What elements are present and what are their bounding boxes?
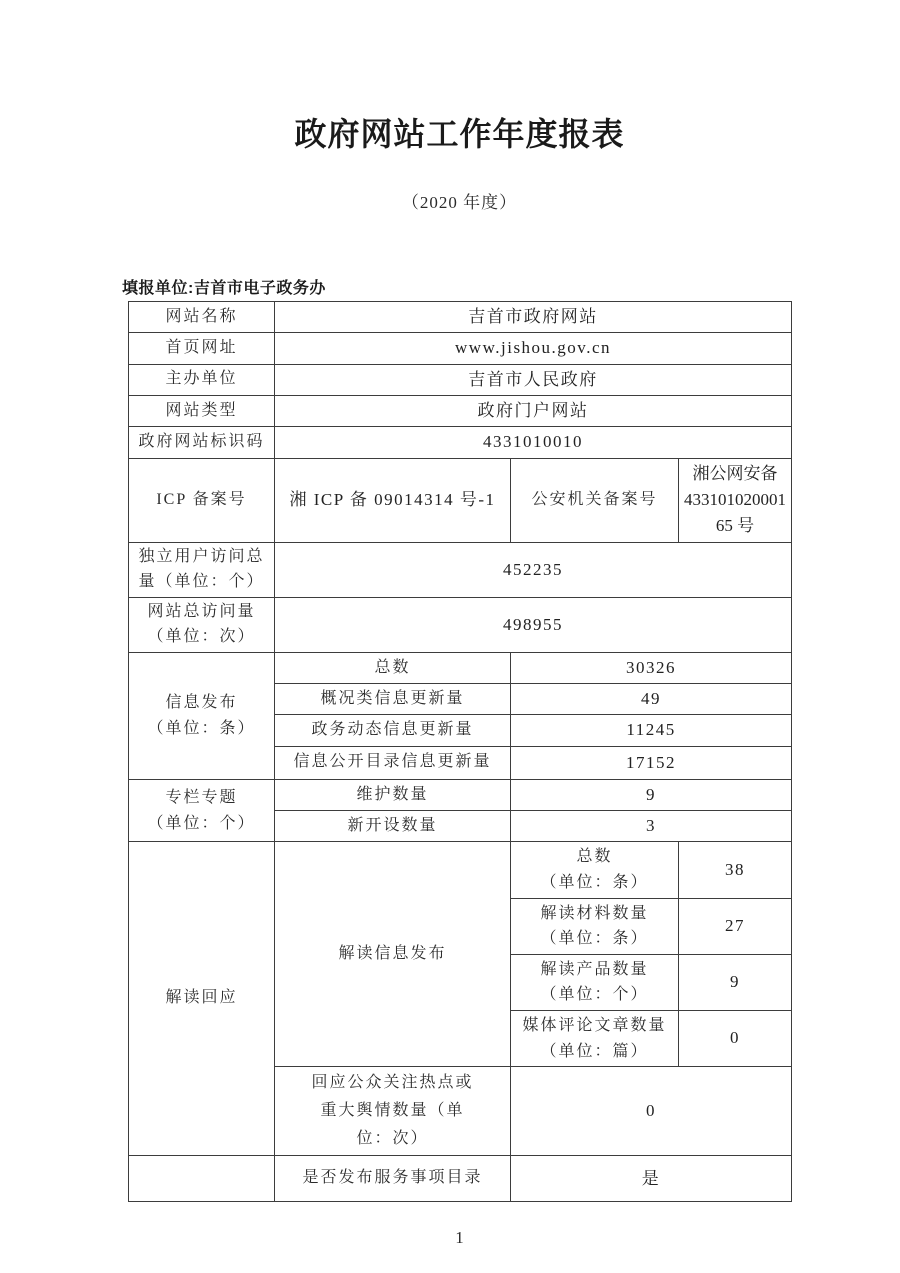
row-service-directory	[129, 1156, 792, 1202]
row-interp-total	[129, 842, 792, 898]
total-visits-value: 498955	[275, 597, 792, 652]
police-filing-value: 湘公网安备 43310102000165 号	[679, 458, 792, 542]
filing-unit-label: 填报单位:吉首市电子政务办	[122, 280, 326, 297]
site-id-code-value: 4331010010	[275, 427, 792, 458]
homepage-url-value: www.jishou.gov.cn	[275, 333, 792, 364]
site-name-label: 网站名称	[129, 302, 275, 333]
homepage-url-label: 首页网址	[129, 333, 275, 364]
interpretation-group-label: 解读回应	[129, 842, 275, 1156]
hotspot-response-value: 0	[511, 1067, 792, 1156]
info-dynamic-value: 11245	[511, 715, 792, 746]
interp-total-label-text: 总数	[576, 848, 613, 866]
row-total-visits	[129, 597, 792, 652]
site-name-value: 吉首市政府网站	[275, 302, 792, 333]
info-directory-value: 17152	[511, 746, 792, 779]
columns-new-label: 新开设数量	[275, 811, 511, 842]
total-visits-label: 网站总访问量（单位：次）	[129, 597, 275, 652]
host-unit-value: 吉首市人民政府	[275, 364, 792, 395]
media-comments-value: 0	[679, 1011, 792, 1067]
columns-topics-group-label	[129, 779, 275, 842]
interp-materials-unit: （单位：条）	[540, 930, 649, 948]
report-table	[128, 301, 792, 1202]
columns-topics-label: 专栏专题	[165, 789, 238, 807]
site-type-label: 网站类型	[129, 396, 275, 427]
media-comments-unit: （单位：篇）	[540, 1042, 649, 1060]
columns-maintained-value: 9	[511, 779, 792, 810]
columns-maintained-label: 维护数量	[275, 779, 511, 810]
service-directory-value: 是	[511, 1156, 792, 1202]
hotspot-response-label-text: 回应公众关注热点或重大舆情数量（单位：次）	[311, 1074, 474, 1148]
interp-products-label-text: 解读产品数量	[540, 960, 649, 978]
media-comments-label	[511, 1011, 679, 1067]
info-dynamic-label: 政务动态信息更新量	[275, 715, 511, 746]
report-content	[122, 0, 791, 1248]
site-id-code-label: 政府网站标识码	[129, 427, 275, 458]
interp-materials-label	[511, 898, 679, 954]
interp-total-value: 38	[679, 842, 792, 898]
interp-total-unit: （单位：条）	[540, 874, 649, 892]
page-number: 1	[455, 1228, 464, 1248]
interp-products-label	[511, 954, 679, 1010]
interpretation-publish-label: 解读信息发布	[275, 842, 511, 1067]
info-overview-value: 49	[511, 684, 792, 715]
columns-new-value: 3	[511, 811, 792, 842]
row-icp	[129, 458, 792, 542]
info-publish-unit: （单位：条）	[147, 719, 256, 737]
hotspot-response-label	[275, 1067, 511, 1156]
columns-topics-unit: （单位：个）	[147, 814, 256, 832]
page-subtitle: （2020 年度）	[401, 193, 518, 212]
info-directory-label: 信息公开目录信息更新量	[275, 746, 511, 779]
info-total-label: 总数	[275, 652, 511, 683]
host-unit-label: 主办单位	[129, 364, 275, 395]
row-site-type	[129, 396, 792, 427]
page-title: 政府网站工作年度报表	[294, 116, 625, 152]
site-type-value: 政府门户网站	[275, 396, 792, 427]
info-total-value: 30326	[511, 652, 792, 683]
media-comments-label-text: 媒体评论文章数量	[522, 1017, 667, 1035]
unique-visitors-label: 独立用户访问总量（单位：个）	[129, 542, 275, 597]
police-filing-label: 公安机关备案号	[511, 458, 679, 542]
service-directory-label: 是否发布服务事项目录	[275, 1156, 511, 1202]
row-columns-maintained	[129, 779, 792, 810]
row-host-unit	[129, 364, 792, 395]
interp-materials-label-text: 解读材料数量	[540, 904, 649, 922]
interp-materials-value: 27	[679, 898, 792, 954]
row-unique-visitors	[129, 542, 792, 597]
row-homepage-url	[129, 333, 792, 364]
info-overview-label: 概况类信息更新量	[275, 684, 511, 715]
interp-products-value: 9	[679, 954, 792, 1010]
row-site-name	[129, 302, 792, 333]
interp-total-label	[511, 842, 679, 898]
info-publish-group-label	[129, 652, 275, 779]
interp-products-unit: （单位：个）	[540, 986, 649, 1004]
empty-cell	[129, 1156, 275, 1202]
unique-visitors-value: 452235	[275, 542, 792, 597]
info-publish-label: 信息发布	[165, 694, 238, 712]
icp-label: ICP 备案号	[129, 458, 275, 542]
row-site-id-code	[129, 427, 792, 458]
row-info-total	[129, 652, 792, 683]
icp-value: 湘 ICP 备 09014314 号-1	[275, 458, 511, 542]
